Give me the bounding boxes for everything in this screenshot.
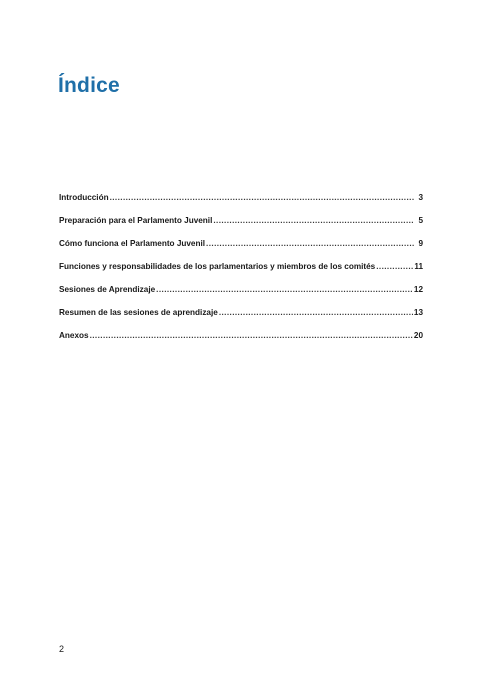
toc-entry-label: Funciones y responsabilidades de los parlamentarios y miembros de los comités	[59, 262, 376, 271]
toc-leader-dots	[376, 262, 413, 271]
toc-entry-page: 13	[413, 308, 423, 317]
toc-entry-page: 12	[413, 285, 423, 294]
toc-leader-dots	[206, 239, 414, 248]
toc-entry-introduccion[interactable]	[59, 193, 423, 216]
toc-leader-dots	[213, 216, 414, 225]
toc-entry-label: Resumen de las sesiones de aprendizaje	[59, 308, 218, 317]
toc-entry-label: Introducción	[59, 193, 109, 202]
toc-entry-label: Preparación para el Parlamento Juvenil	[59, 216, 213, 225]
toc-entry-resumen[interactable]	[59, 308, 423, 331]
table-of-contents	[59, 193, 423, 354]
toc-entry-page: 3	[418, 193, 423, 202]
toc-leader-dots	[110, 193, 414, 202]
toc-entry-label: Sesiones de Aprendizaje	[59, 285, 156, 294]
toc-entry-label: Anexos	[59, 331, 89, 340]
toc-entry-page: 5	[418, 216, 423, 225]
toc-leader-dots	[90, 331, 413, 340]
toc-leader-dots	[156, 285, 413, 294]
toc-entry-page: 9	[418, 239, 423, 248]
toc-entry-funciones[interactable]	[59, 262, 423, 285]
toc-entry-preparacion[interactable]	[59, 216, 423, 239]
toc-entry-sesiones[interactable]	[59, 285, 423, 308]
toc-entry-anexos[interactable]	[59, 331, 423, 354]
toc-entry-como-funciona[interactable]	[59, 239, 423, 262]
page-title: Índice	[58, 74, 120, 97]
toc-entry-page: 11	[414, 262, 423, 271]
toc-entry-page: 20	[413, 331, 423, 340]
toc-leader-dots	[219, 308, 413, 317]
toc-entry-label: Cómo funciona el Parlamento Juvenil	[59, 239, 206, 248]
page-number: 2	[59, 644, 65, 654]
